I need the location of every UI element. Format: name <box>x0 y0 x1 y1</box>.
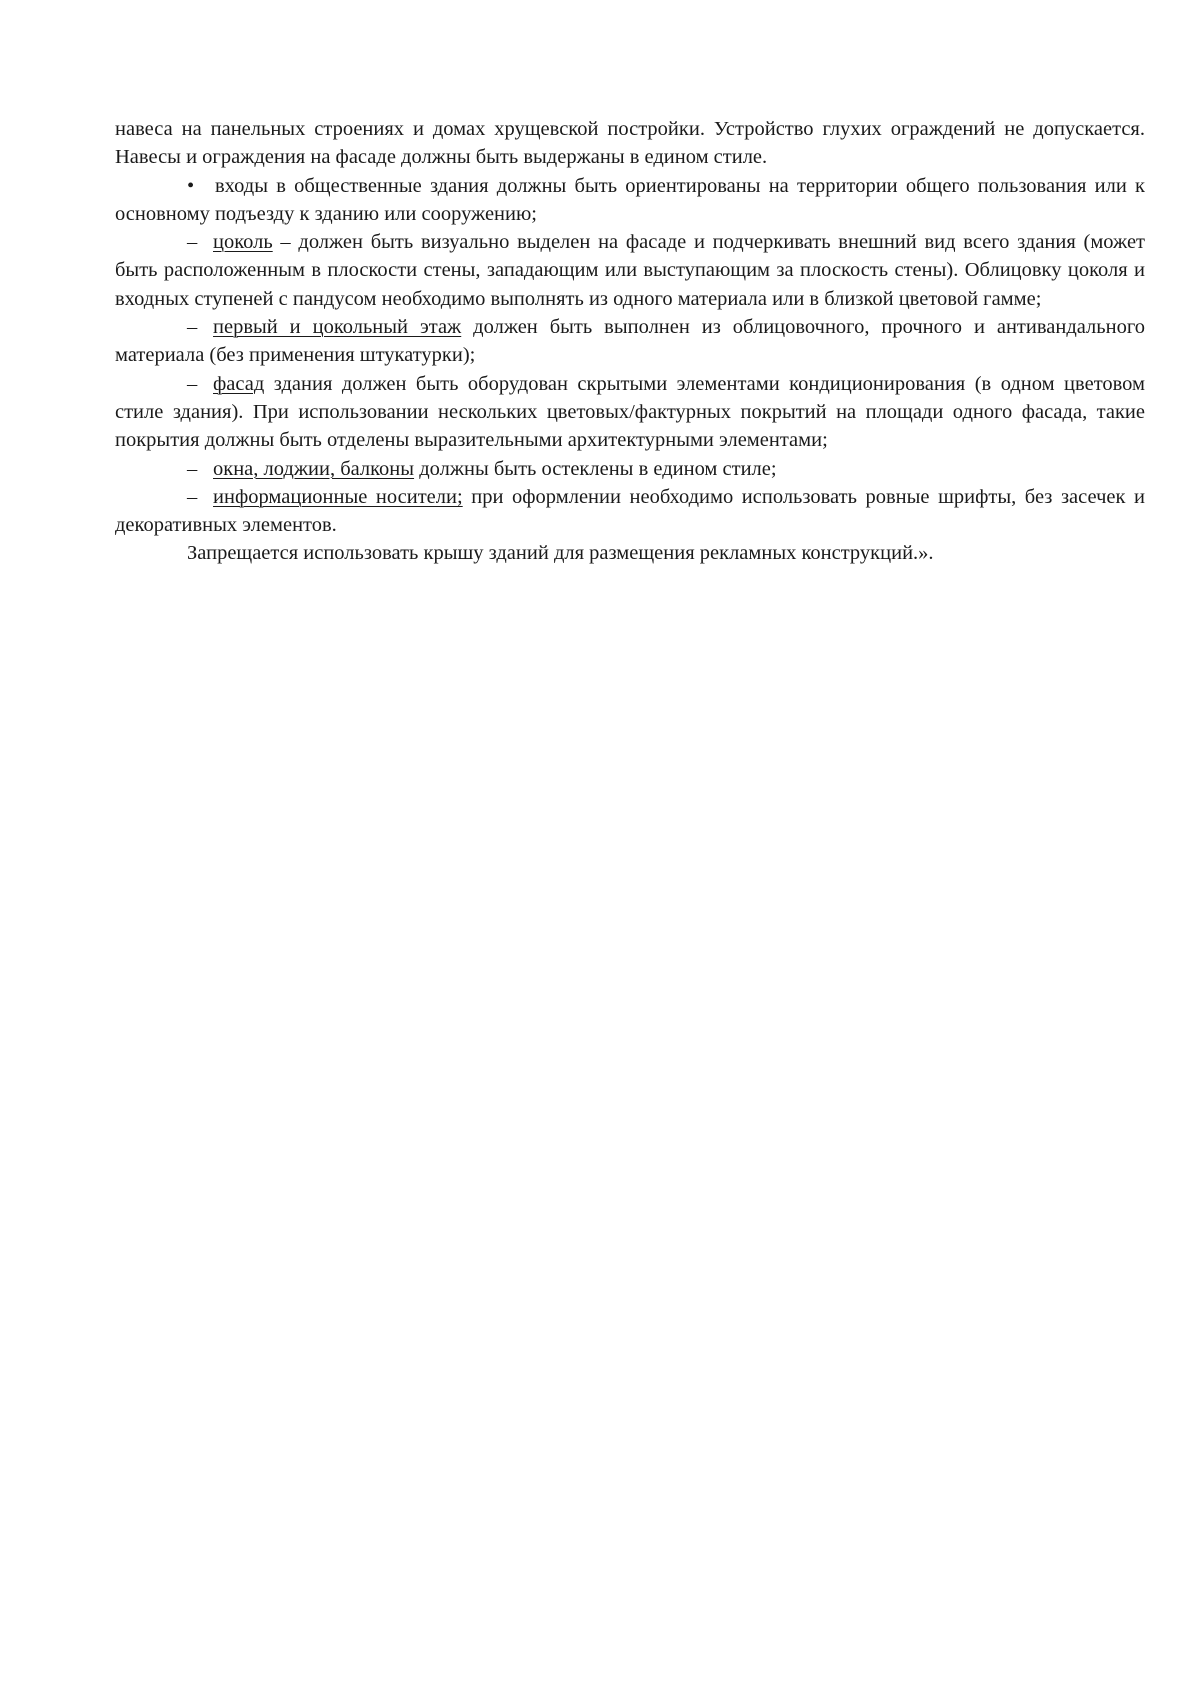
paragraph-text: навеса на панельных строениях и домах хрущевской постройки. Устройство глухих ограждений не допускается. Навесы и ограждения на фасаде должны быть выдержаны в едином стиле. <box>115 118 1145 169</box>
list-item-term: фасад <box>213 372 265 395</box>
dash-marker: – <box>187 457 198 480</box>
dash-marker: – <box>187 231 198 254</box>
paragraph-text: Запрещается использовать крышу зданий для размещения рекламных конструкций.». <box>187 542 934 565</box>
dash-marker: – <box>187 372 198 395</box>
document-body <box>115 115 1145 568</box>
list-item-plinth <box>115 228 1145 313</box>
list-item-term: первый и цокольный этаж <box>213 316 462 339</box>
list-item-text: при оформлении необходимо использовать ровные шрифты, без засечек и декоративных элементов. <box>115 485 1146 537</box>
list-item-facade <box>115 370 1145 455</box>
list-item-text: должен быть выполнен из облицовочного, прочного и антивандального материала (без применения штукатурки); <box>115 316 1146 367</box>
paragraph-roof-ban <box>115 539 1145 567</box>
list-item-term: цоколь <box>213 231 273 254</box>
paragraph-canopies <box>115 115 1145 172</box>
list-item-term: информационные носители; <box>213 485 463 508</box>
bullet-icon: • <box>187 174 195 197</box>
list-item-term: окна, лоджии, балконы <box>213 457 415 480</box>
dash-marker: – <box>187 485 198 508</box>
dash-marker: – <box>187 316 198 339</box>
list-item-text: здания должен быть оборудован скрытыми элементами кондиционирования (в одном цветовом стиле здания). При использовании нескольких цветовых/фактурных покрытий на площади одного фасада, такие покрытия должны быть отделены выразительными архитектурными элементами; <box>115 372 1145 452</box>
list-item-text: должны быть остеклены в едином стиле; <box>414 457 777 480</box>
list-item-info-media <box>115 483 1145 540</box>
list-item-windows <box>115 455 1145 483</box>
list-item-text: входы в общественные здания должны быть ориентированы на территории общего пользования или к основному подъезду к зданию или сооружению; <box>115 174 1145 225</box>
list-item-entrances <box>115 172 1145 229</box>
list-item-text: – должен быть визуально выделен на фасаде и подчеркивать внешний вид всего здания (может быть расположенным в плоскости стены, западающим или выступающим за плоскость стены). Облицовку цоколя и входных ступеней с пандусом необходимо выполнять из одного материала или в близкой цветовой гамме; <box>115 231 1145 310</box>
list-item-ground-floor <box>115 313 1145 370</box>
